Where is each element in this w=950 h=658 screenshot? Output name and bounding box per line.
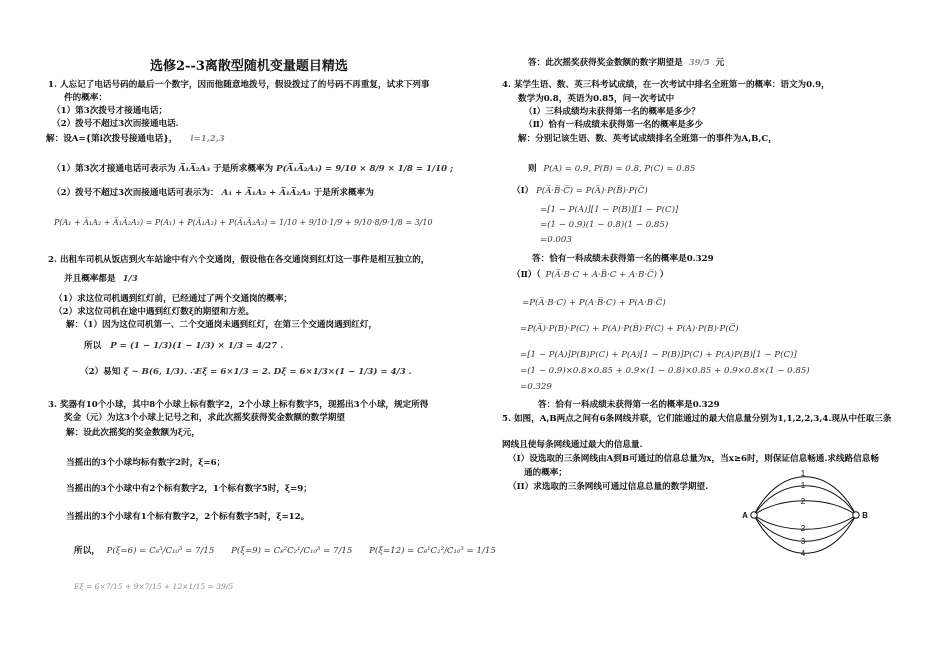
q2-solution-1: 解：（1）因为这位司机第一、二个交通岗未遇到红灯，在第三个交通岗遇到红灯， <box>66 320 378 330</box>
q1-s2-text2: 于是所求概率为 <box>313 188 374 198</box>
q4-i-line3: =(1 − 0.9)(1 − 0.8)(1 − 0.85) <box>540 220 669 230</box>
q2-solution-1b <box>84 341 283 353</box>
q4-i-line4: =0.003 <box>540 235 572 245</box>
q2-stem-line2 <box>64 274 138 286</box>
q1-part2: （2）拨号不超过3次而接通电话. <box>52 119 179 129</box>
q2-so-text: 所以 <box>84 341 102 351</box>
q4-i-label: （Ⅰ） <box>512 186 534 196</box>
q2-stem-line1: 2. 出租车司机从饭店到火车站途中有六个交通岗，假设他在各交通岗到红灯这一事件是相互独立的， <box>48 255 430 265</box>
q2-s2-text: （2）易知 <box>80 367 121 377</box>
q1-sol-intro-a: 解：设A <box>46 134 79 144</box>
q3-stem-line2: 奖金（元）为这3个小球上记号之和，求此次摇奖获得奖金数额的数学期望 <box>64 413 345 423</box>
q4-ii-answer: 答：恰有一科成绩未获得第一名的概率是0.329 <box>538 400 720 410</box>
q1-solution-1 <box>52 164 453 176</box>
q2-solution-2 <box>80 367 412 379</box>
q3-answer <box>528 58 724 70</box>
q4-part2: （Ⅱ）恰有一科成绩未获得第一名的概率是多少 <box>524 120 704 130</box>
wire-4 <box>754 515 856 553</box>
q4-given <box>528 164 695 176</box>
wire-label-4: 4 <box>800 549 806 558</box>
q1-index-range: i=1,2,3 <box>190 134 225 144</box>
q1-solution-2 <box>52 188 374 200</box>
q4-ii-line4: =(1 − 0.9)×0.8×0.85 + 0.9×(1 − 0.8)×0.85 + 0.9×0.8×(1 − 0.85) <box>520 366 810 376</box>
q3-so-text: 所以， <box>74 546 100 556</box>
node-b <box>853 512 859 518</box>
q4-ii-line2: =P(A̅)·P(B)·P(C) + P(A)·P(B̅)·P(C) + P(A)·P(B)·P(C̅) <box>520 324 739 334</box>
node-a <box>751 512 757 518</box>
q1-s1-text2: 于是所求概率为 <box>212 164 274 174</box>
q1-s1-event: A̅₁A̅₂A₃ <box>178 164 210 174</box>
q3-prob-9: P(ξ=9) = C₈²C₂¹/C₁₀³ = 7/15 <box>231 546 353 556</box>
q2-s1-result: P = (1 − 1/3)(1 − 1/3) × 1/3 = 4/27 . <box>110 341 284 351</box>
q1-stem-line2: 件的概率： <box>64 93 107 103</box>
q3-case-1: 当摇出的3个小球均标有数字2时，ξ=6； <box>66 458 226 468</box>
wire-label-1b: 1 <box>800 481 806 490</box>
q5-stem-line1: 5. 如图，A,B两点之间有6条网线并联，它们能通过的最大信息量分别为1,1,2,2,3,4.现从中任取三条 <box>502 414 892 424</box>
q1-s1-result: P(A̅₁A̅₂A₃) = 9/10 × 8/9 × 1/8 = 1/10 ; <box>276 164 454 174</box>
q4-ii-line5: =0.329 <box>520 382 552 392</box>
q2-s2-result: ξ ~ B(6, 1/3). ∴Eξ = 6×1/3 = 2. Dξ = 6×1/3×(1 − 1/3) = 4/3 . <box>123 367 412 377</box>
q5-part2: （II）求选取的三条网线可通过信息总量的数学期望. <box>508 482 709 492</box>
q4-ii-paren-close: ） <box>659 270 669 280</box>
q4-solution-intro: 解：分别记该生语、数、英考试成绩排名全班第一的事件为A,B,C， <box>518 134 777 144</box>
page-title: 选修2--3离散型随机变量题目精选 <box>150 59 348 74</box>
q3-prob-12: P(ξ=12) = C₈¹C₂²/C₁₀³ = 1/15 <box>369 546 496 556</box>
q4-given-values: P(A) = 0.9, P(B) = 0.8, P(C) = 0.85 <box>543 164 696 174</box>
q1-s2-text: （2）拨号不超过3次而接通电话可表示为： <box>52 188 219 198</box>
q3-probabilities <box>74 546 496 558</box>
q3-case-2: 当摇出的3个小球中有2个标有数字2，1个标有数字5时，ξ=9； <box>66 484 312 494</box>
q4-ii-line3: =[1 − P(A)]P(B)P(C) + P(A)[1 − P(B)]P(C) + P(A)P(B)[1 − P(C)] <box>520 350 797 360</box>
q4-stem-line2: 数学为0.8，英语为0.85，问一次考试中 <box>518 94 675 104</box>
q1-s1-text: （1）第3次才接通电话可表示为 <box>52 164 176 174</box>
wire-label-1a: 1 <box>800 469 806 478</box>
q2-probability: 1/3 <box>122 274 138 284</box>
q1-solution-intro <box>46 134 225 146</box>
q1-s2-result: P(A₁ + A̅₁A₂ + A̅₁A̅₂A₃) = P(A₁) + P(A̅₁A₂) + P(A̅₁A̅₂A₃) = 1/10 + 9/10·1/9 + 9/10·8/9·1/8 = 3/10 <box>54 218 433 227</box>
q1-part1: （1）第3次拨号才接通电话； <box>52 106 168 116</box>
wire-label-3: 3 <box>800 537 806 546</box>
q3-prob-6: P(ξ=6) = C₈³/C₁₀³ = 7/15 <box>106 546 215 556</box>
q3-case-3: 当摇出的3个小球有1个标有数字2，2个标有数字5时，ξ=12。 <box>66 512 310 522</box>
node-b-label: B <box>862 511 868 520</box>
q5-stem-line2: 网线且使每条网线通过最大的信息量. <box>502 440 643 450</box>
q3-answer-text: 答：此次摇奖获得奖金数额的数字期望是 <box>528 58 683 68</box>
q2-part2: （2）求这位司机在途中遇到红灯数ξ的期望和方差。 <box>54 307 255 317</box>
q4-i-line1: P(A̅·B̅·C̅) = P(A̅)·P(B̅)·P(C̅) <box>535 186 648 196</box>
q4-part1-calc <box>512 186 648 198</box>
q3-solution-intro: 解：设此次摇奖的奖金数额为ξ元， <box>66 428 200 438</box>
q4-part2-calc <box>512 270 668 282</box>
q4-then: 则 <box>528 164 537 174</box>
q5-network-figure <box>740 462 870 572</box>
wire-label-2a: 2 <box>800 497 806 506</box>
q4-part1: （Ⅰ）三科成绩均未获得第一名的概率是多少？ <box>524 107 700 117</box>
q3-stem-line1: 3. 奖器有10个小球，其中8个小球上标有数字2，2个小球上标有数字5，现摇出3个小球，规定所得 <box>48 400 429 410</box>
q3-answer-unit: 元 <box>715 58 725 68</box>
q2-stem-text: 并且概率都是 <box>64 274 116 284</box>
node-a-label: A <box>742 511 748 520</box>
q5-part1b: 通的概率； <box>524 468 567 478</box>
wire-label-2b: 2 <box>800 524 806 533</box>
q3-answer-value: 39/5 <box>688 58 710 68</box>
q1-sol-intro-b: ={第i次拨号接通电话}， <box>78 134 178 144</box>
q2-part1: （1）求这位司机遇到红灯前，已经通过了两个交通岗的概率； <box>54 294 293 304</box>
q4-ii-label: （Ⅱ）（ <box>512 270 541 280</box>
q4-ii-line1: =P(A̅·B·C) + P(A·B̅·C) + P(A·B·C̅) <box>522 298 666 308</box>
q5-part1: （I）设选取的三条网线由A到B可通过的信息总量为x，当x≥6时，则保证信息畅通.求线路信息畅 <box>508 454 879 464</box>
q4-i-line2: =[1 − P(A)][1 − P(B)][1 − P(C)] <box>540 205 679 215</box>
q1-stem-line1: 1. 人忘记了电话号码的最后一个数字，因而他随意地拨号，假设拨过了的号码不再重复，试求下列事 <box>48 80 430 90</box>
q4-stem-line1: 4. 某学生语、数、英三科考试成绩，在一次考试中排名全班第一的概率：语文为0.9， <box>502 80 830 90</box>
q4-i-answer: 答：恰有一科成绩未获得第一名的概率是0.329 <box>532 254 714 264</box>
q1-s2-event: A₁ + A̅₁A₂ + A̅₁A̅₂A₃ <box>221 188 311 198</box>
q4-ii-line0: P(A̅·B·C + A·B̅·C + A·B·C̅) <box>545 270 657 280</box>
q3-expectation: Eξ = 6×7/15 + 9×7/15 + 12×1/15 = 39/5 <box>74 582 234 591</box>
